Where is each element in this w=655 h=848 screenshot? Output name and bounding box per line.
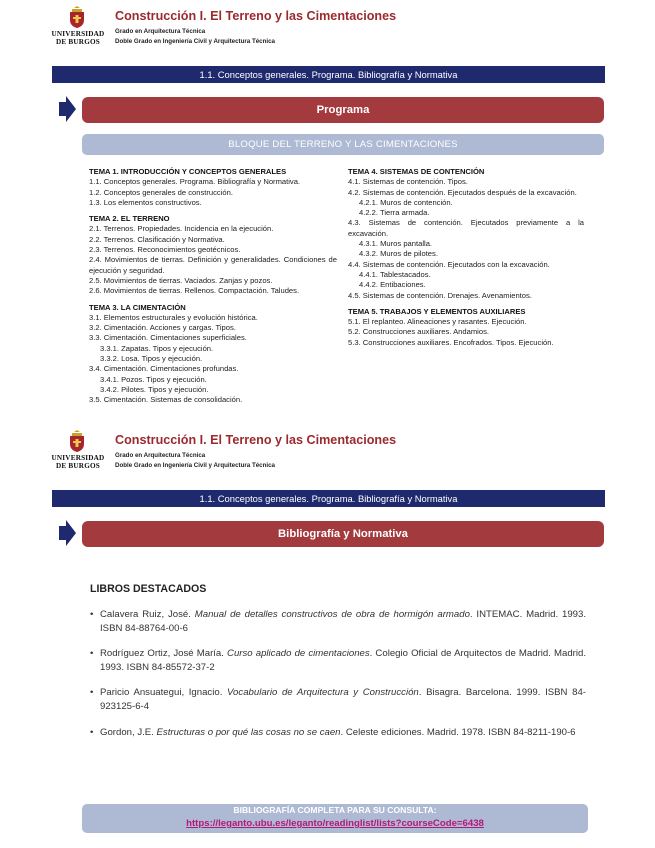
subtema-item: 4.3.2. Muros de pilotes. bbox=[359, 249, 438, 259]
tema-item: 1.2. Conceptos generales de construcción. bbox=[89, 187, 233, 197]
book-details: . Colegio Oficial de Arquitectos de Madrid. Madrid. 1993. ISBN 84-85572-37-2 bbox=[100, 648, 587, 673]
tema-item: 3.4. Cimentación. Cimentaciones profundas. bbox=[89, 364, 239, 374]
document-title: Construcción I. El Terreno y las Cimentaciones bbox=[115, 9, 397, 23]
book-item bbox=[90, 726, 586, 740]
tema-item: 4.1. Sistemas de contención. Tipos. bbox=[348, 177, 468, 187]
section-bar: 1.1. Conceptos generales. Programa. Bibliografía y Normativa bbox=[52, 490, 605, 507]
subtema-item: 3.3.1. Zapatas. Tipos y ejecución. bbox=[100, 343, 214, 353]
book-author: Gordon, J.E. bbox=[100, 727, 157, 738]
subtema-item: 3.3.2. Losa. Tipos y ejecución. bbox=[100, 354, 203, 364]
tema-item: 2.6. Movimientos de tierras. Rellenos. Compactación. Taludes. bbox=[89, 286, 300, 296]
bullet-icon: • bbox=[90, 648, 94, 659]
book-details: . Celeste ediciones. Madrid. 1978. ISBN 84-8211-190-6 bbox=[340, 727, 576, 738]
tema-item: 3.2. Cimentación. Acciones y cargas. Tipos. bbox=[89, 323, 236, 333]
book-item bbox=[90, 686, 586, 714]
subtema-item: 3.4.1. Pozos. Tipos y ejecución. bbox=[100, 374, 207, 384]
tema-item: 4.2. Sistemas de contención. Ejecutados después de la excavación. bbox=[348, 187, 577, 197]
crest-icon bbox=[69, 6, 85, 28]
degree-line-2: Doble Grado en Ingeniería Civil y Arquitectura Técnica bbox=[115, 38, 275, 45]
book-work: Curso aplicado de cimentaciones bbox=[227, 648, 370, 659]
subtema-item: 4.4.1. Tablestacados. bbox=[359, 269, 431, 279]
subtema-item: 4.2.2. Tierra armada. bbox=[359, 208, 430, 218]
degree-line-1: Grado en Arquitectura Técnica bbox=[115, 452, 206, 459]
tema-title: TEMA 4. SISTEMAS DE CONTENCIÓN bbox=[348, 167, 485, 176]
book-work: Vocabulario de Arquitectura y Construcción bbox=[227, 687, 419, 698]
section-bar: 1.1. Conceptos generales. Programa. Bibliografía y Normativa bbox=[52, 66, 605, 83]
tema-item: 2.3. Terrenos. Reconocimientos geotécnicos. bbox=[89, 245, 241, 255]
university-logo bbox=[50, 430, 106, 472]
tema-title: TEMA 1. INTRODUCCIÓN Y CONCEPTOS GENERALES bbox=[89, 167, 287, 176]
tema-item: 2.1. Terrenos. Propiedades. Incidencia en la ejecución. bbox=[89, 224, 274, 234]
book-author: Calavera Ruiz, José. bbox=[100, 609, 195, 620]
tema-item: 5.3. Construcciones auxiliares. Encofrados. Tipos. Ejecución. bbox=[348, 337, 554, 347]
subtema-item: 4.4.2. Entibaciones. bbox=[359, 280, 426, 290]
crest-icon bbox=[69, 430, 85, 452]
programa-heading: Programa bbox=[82, 97, 604, 123]
book-author: Paricio Ansuategui, Ignacio. bbox=[100, 687, 228, 698]
subtema-item: 3.4.2. Pilotes. Tipos y ejecución. bbox=[100, 384, 209, 394]
tema-item: 5.2. Construcciones auxiliares. Andamios. bbox=[348, 327, 489, 337]
temario-left-column bbox=[89, 167, 337, 406]
tema-item: 4.3. Sistemas de contención. Ejecutados previamente a la excavación. bbox=[348, 218, 584, 238]
subtema-item: 4.3.1. Muros pantalla. bbox=[359, 239, 433, 249]
book-author: Rodríguez Ortiz, José María. bbox=[100, 648, 228, 659]
books-title: LIBROS DESTACADOS bbox=[90, 583, 207, 595]
tema-item: 5.1. El replanteo. Alineaciones y rasantes. Ejecución. bbox=[348, 317, 527, 327]
tema-item: 2.4. Movimientos de tierras. Definición y generalidades. Condiciones de ejecución y seguridad. bbox=[89, 255, 337, 275]
document-title: Construcción I. El Terreno y las Cimentaciones bbox=[115, 433, 397, 447]
tema-item: 3.5. Cimentación. Sistemas de consolidación. bbox=[89, 395, 243, 405]
arrow-right-icon bbox=[57, 95, 77, 123]
arrow-right-icon bbox=[57, 519, 77, 547]
book-work: Manual de detalles constructivos de obra de hormigón armado bbox=[194, 609, 470, 620]
bullet-icon: • bbox=[90, 687, 94, 698]
degree-line-1: Grado en Arquitectura Técnica bbox=[115, 28, 206, 35]
university-logo bbox=[50, 6, 106, 48]
book-item bbox=[90, 608, 586, 636]
university-name: UNIVERSIDAD DE BURGOS bbox=[51, 30, 105, 46]
temario-right-column bbox=[348, 167, 584, 348]
book-details: . Bisagra. Barcelona. 1999. ISBN 84-923125-6-4 bbox=[100, 687, 586, 712]
tema-title: TEMA 2. EL TERRENO bbox=[89, 214, 170, 224]
reading-list-link[interactable]: https://leganto.ubu.es/leganto/readinglist/lists?courseCode=6438 bbox=[186, 818, 484, 829]
tema-item: 4.4. Sistemas de contención. Ejecutados con la excavación. bbox=[348, 259, 550, 269]
tema-item: 3.3. Cimentación. Cimentaciones superficiales. bbox=[89, 333, 247, 343]
tema-item: 1.1. Conceptos generales. Programa. Bibliografía y Normativa. bbox=[89, 177, 301, 187]
book-details: . INTEMAC. Madrid. 1993. ISBN 84-88764-00-6 bbox=[100, 609, 586, 634]
bullet-icon: • bbox=[90, 609, 94, 620]
tema-item: 2.2. Terrenos. Clasificación y Normativa. bbox=[89, 234, 225, 244]
bloque-banner: BLOQUE DEL TERRENO Y LAS CIMENTACIONES bbox=[82, 134, 604, 155]
book-work: Estructuras o por qué las cosas no se caen bbox=[156, 727, 341, 738]
tema-item: 2.5. Movimientos de tierras. Vaciados. Zanjas y pozos. bbox=[89, 275, 273, 285]
degree-line-2: Doble Grado en Ingeniería Civil y Arquitectura Técnica bbox=[115, 462, 275, 469]
tema-item: 1.3. Los elementos constructivos. bbox=[89, 197, 202, 207]
tema-item: 3.1. Elementos estructurales y evolución histórica. bbox=[89, 312, 258, 322]
university-name: UNIVERSIDAD DE BURGOS bbox=[51, 454, 105, 470]
book-item bbox=[90, 647, 586, 675]
tema-item: 4.5. Sistemas de contención. Drenajes. Avenamientos. bbox=[348, 290, 532, 300]
tema-title: TEMA 5. TRABAJOS Y ELEMENTOS AUXILIARES bbox=[348, 306, 526, 316]
tema-title: TEMA 3. LA CIMENTACIÓN bbox=[89, 302, 186, 312]
bibliografia-heading: Bibliografía y Normativa bbox=[82, 521, 604, 547]
bullet-icon: • bbox=[90, 727, 94, 738]
footer-label: BIBLIOGRAFÍA COMPLETA PARA SU CONSULTA: bbox=[233, 805, 437, 815]
subtema-item: 4.2.1. Muros de contención. bbox=[359, 197, 453, 207]
